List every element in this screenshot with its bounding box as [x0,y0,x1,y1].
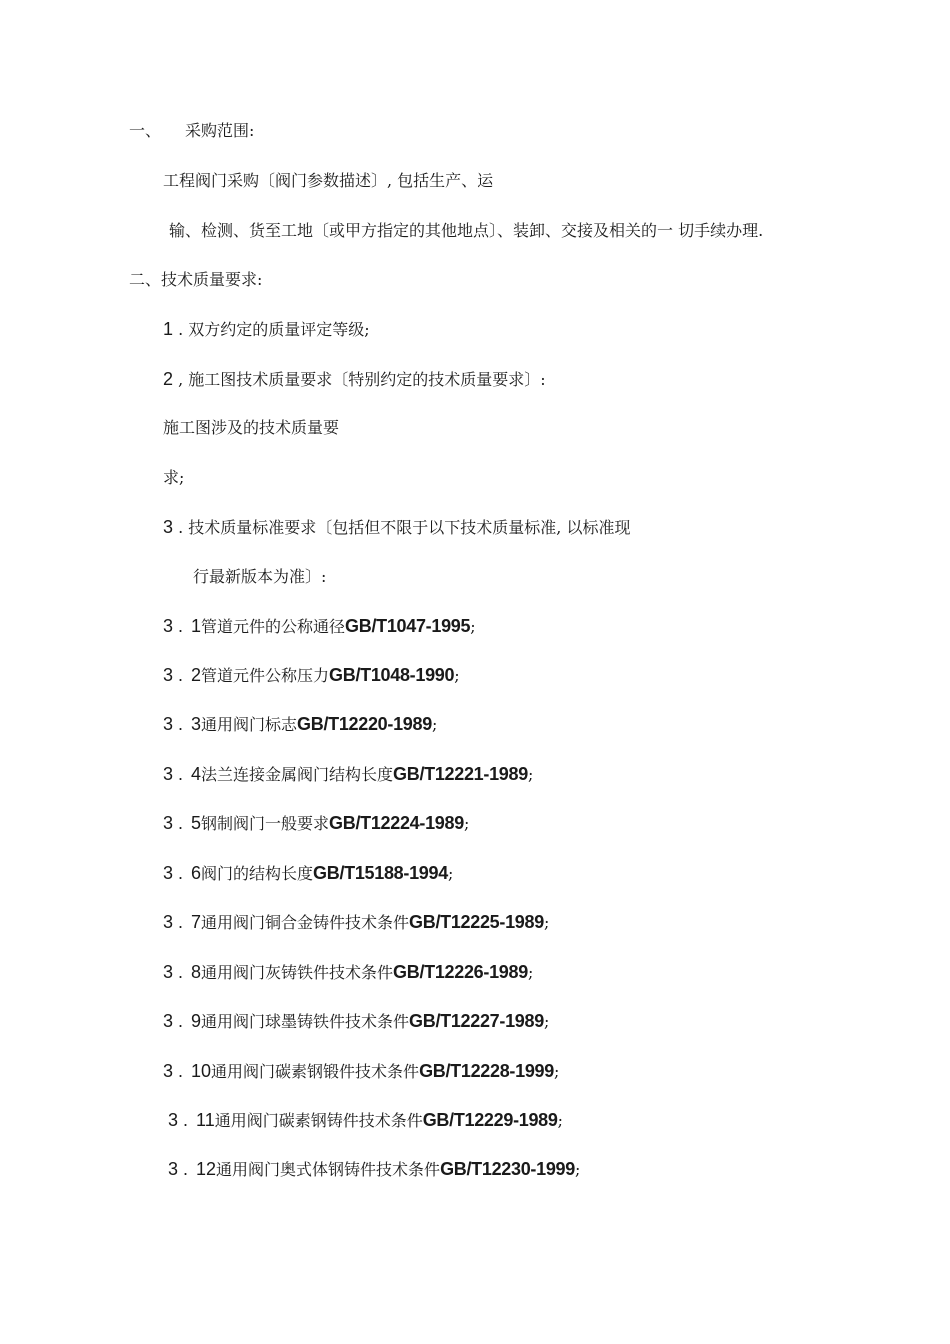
standard-item: 3 . 4法兰连接金属阀门结构长度GB/T12221-1989; [163,764,534,784]
standard-item: 3 . 10通用阀门碳素钢锻件技术条件GB/T12228-1999; [163,1061,560,1081]
standard-code: GB/T12221-1989 [393,764,528,784]
standard-item: 3 . 1管道元件的公称通径GB/T1047-1995; [163,616,476,636]
item2-line2: 施工图涉及的技术质量要 [163,418,340,437]
standard-code: GB/T12229-1989 [422,1110,558,1130]
item3-text: . 技术质量标准要求〔包括但不限于以下技术质量标准, 以标准现 [178,518,631,537]
standard-code: GB/T12225-1989 [409,912,544,932]
standard-item: 3 . 2管道元件公称压力GB/T1048-1990; [163,665,460,685]
standard-code: GB/T15188-1994 [313,863,448,883]
item1-text: . 双方约定的质量评定等级; [178,320,370,339]
section2-title: 二、技术质量要求: [129,270,263,289]
section2-item2 [163,369,546,390]
standard-code: GB/T12220-1989 [297,714,432,734]
section1-heading [129,121,254,141]
standard-item: 3 . 12通用阀门奥式体钢铸件技术条件GB/T12230-1999; [168,1159,581,1179]
item3-number: 3 [163,517,174,537]
section1-line2: 输、检测、货至工地〔或甲方指定的其他地点〕、装卸、交接及相关的一 切手续办理. [169,221,764,240]
item2-line3: 求; [163,468,185,487]
standard-item: 3 . 7通用阀门铜合金铸件技术条件GB/T12225-1989; [163,912,550,932]
standard-item: 3 . 11通用阀门碳素钢铸件技术条件GB/T12229-1989; [168,1110,563,1130]
standard-item: 3 . 8通用阀门灰铸铁件技术条件GB/T12226-1989; [163,962,534,982]
standard-item: 3 . 9通用阀门球墨铸铁件技术条件GB/T12227-1989; [163,1011,550,1031]
item1-number: 1 [163,319,174,339]
standard-code: GB/T12224-1989 [329,813,464,833]
item3-line2: 行最新版本为准〕: [193,567,327,586]
section2-item3 [163,517,630,538]
standard-item: 3 . 3通用阀门标志GB/T12220-1989; [163,714,438,734]
item2-text: , 施工图技术质量要求〔特别约定的技术质量要求〕: [178,370,546,389]
standard-code: GB/T1047-1995 [345,616,471,636]
standard-code: GB/T1048-1990 [329,665,455,685]
section1-number: 一、 [129,121,162,140]
section2-item1 [163,319,370,340]
standard-item: 3 . 5钢制阀门一般要求GB/T12224-1989; [163,813,470,833]
section1-title: 采购范围: [185,121,255,140]
standard-item: 3 . 6阀门的结构长度GB/T15188-1994; [163,863,454,883]
standard-code: GB/T12230-1999 [440,1159,575,1179]
item2-number: 2 [163,369,174,389]
section1-line1: 工程阀门采购〔阀门参数描述〕, 包括生产、运 [163,171,494,190]
standard-code: GB/T12227-1989 [409,1011,544,1031]
standard-code: GB/T12228-1999 [419,1061,554,1081]
standard-code: GB/T12226-1989 [393,962,528,982]
